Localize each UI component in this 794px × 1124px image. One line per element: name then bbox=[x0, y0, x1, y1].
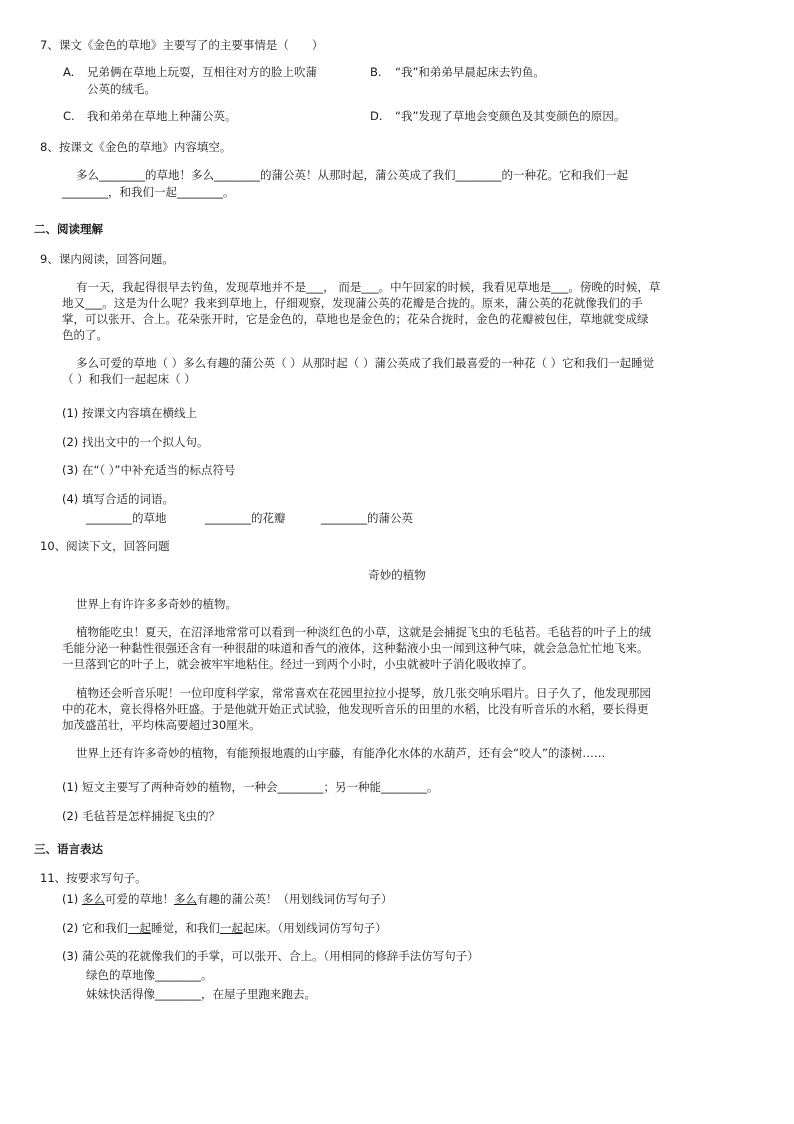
q7-option-b-label: B. bbox=[370, 65, 382, 79]
q10-subquestion-1: (1) 短文主要写了两种奇妙的植物，一种会________；另一种能________。 bbox=[62, 780, 439, 794]
q11-subquestion-1 bbox=[62, 891, 392, 907]
q11-s2-text: 它和我们 bbox=[81, 921, 128, 935]
q10-passage-line: 中的花木，竟长得格外旺盛。于是他就开始正式试验，他发现听音乐的田里的水稻，比没有听音乐的水稻，要长得更 bbox=[62, 702, 649, 716]
q11-subquestion-2 bbox=[62, 920, 387, 936]
q9-fill-grass: ________的草地 bbox=[86, 511, 167, 525]
q11-s1-num: (1) bbox=[62, 892, 79, 906]
q9-passage-line: 有一天，我起得很早去钓鱼，发现草地并不是___， 而是___。中午回家的时候，我看见草地是___。傍晚的时候，草 bbox=[76, 280, 661, 294]
q9-passage-line: 色的了。 bbox=[62, 328, 108, 342]
passage-title: 奇妙的植物 bbox=[368, 568, 426, 582]
q9-passage-line: 掌，可以张开、合上。花朵张开时，它是金色的，草地也是金色的；花朵合拢时，金色的花瓣被包住，草地就变成绿 bbox=[62, 312, 649, 326]
q8-fill-line1: 多么________的草地！多么________的蒲公英！从那时起，蒲公英成了我们________的一种花。它和我们一起 bbox=[76, 168, 628, 182]
underlined-word: 一起 bbox=[219, 921, 243, 935]
q7-option-a-label: A. bbox=[63, 65, 75, 79]
underlined-word: 多么 bbox=[173, 892, 197, 906]
q11-fill-line: 妹妹快活得像________，在屋子里跑来跑去。 bbox=[86, 987, 316, 1001]
q9-fill-dandelion: ________的蒲公英 bbox=[321, 511, 413, 525]
q10-passage-line: 毛能分泌一种黏性很强还含有一种很甜的味道和香气的液体，这种黏液小虫一闻到这种气味，就会急急忙忙地飞来。 bbox=[62, 641, 649, 655]
q9-fill-petals: ________的花瓣 bbox=[205, 511, 286, 525]
q8-fill-line2: ________，和我们一起________。 bbox=[62, 185, 235, 199]
q10-passage-paragraph: 世界上有许许多多奇妙的植物。 bbox=[76, 597, 237, 611]
q7-option-b: “我”和弟弟早晨起床去钓鱼。 bbox=[395, 65, 545, 79]
q10-passage-line: 一旦落到它的叶子上，就会被牢牢地粘住。经过一到两个小时，小虫就被叶子消化吸收掉了。 bbox=[62, 657, 534, 671]
q8-question: 8、按课文《金色的草地》内容填空。 bbox=[40, 140, 232, 154]
q11-fill-line: 绿色的草地像________。 bbox=[86, 968, 213, 982]
q9-subquestion-1: (1) 按课文内容填在横线上 bbox=[62, 406, 197, 420]
q9-subquestion-4: (4) 填写合适的词语。 bbox=[62, 492, 174, 506]
q10-question: 10、阅读下文，回答问题 bbox=[40, 539, 170, 553]
q9-question: 9、课内阅读，回答问题。 bbox=[40, 252, 174, 266]
section-heading-reading: 二、阅读理解 bbox=[34, 222, 103, 236]
q7-option-c-label: C. bbox=[63, 109, 75, 123]
q11-s2-text: 睡觉，和我们 bbox=[150, 921, 220, 935]
q11-s2-text: 起床。（用划线词仿写句子） bbox=[242, 921, 387, 935]
q7-question: 7、课文《金色的草地》主要写了的主要事情是（ ） bbox=[40, 38, 324, 52]
q9-subquestion-3: (3) 在“（ ）”中补充适当的标点符号 bbox=[62, 463, 236, 477]
q7-option-a-line2: 公英的绒毛。 bbox=[87, 82, 156, 96]
q10-passage-line: 植物还会听音乐呢！一位印度科学家，常常喜欢在花园里拉拉小提琴，放几张交响乐唱片。日子久了，他发现那园 bbox=[76, 686, 651, 700]
q7-option-c: 我和弟弟在草地上种蒲公英。 bbox=[87, 109, 237, 123]
q7-option-d-label: D. bbox=[370, 109, 383, 123]
q10-passage-line: 加茂盛茁壮，平均株高要超过30厘米。 bbox=[62, 718, 261, 732]
q10-passage-paragraph: 世界上还有许多奇妙的植物，有能预报地震的山宇藤，有能净化水体的水葫芦，还有会“咬人”的漆树…… bbox=[76, 746, 606, 760]
q10-subquestion-2: (2) 毛毡苔是怎样捕捉飞虫的？ bbox=[62, 809, 220, 823]
q7-option-a-line1: 兄弟俩在草地上玩耍，互相往对方的脸上吹蒲 bbox=[87, 65, 317, 79]
q11-question: 11、按要求写句子。 bbox=[40, 871, 147, 885]
q9-subquestion-2: (2) 找出文中的一个拟人句。 bbox=[62, 435, 209, 449]
q9-punctuation-line: 多么可爱的草地（ ）多么有趣的蒲公英（ ）从那时起（ ）蒲公英成了我们最喜爱的一种花（ ）它和我们一起睡觉 bbox=[76, 356, 655, 370]
underlined-word: 一起 bbox=[127, 921, 151, 935]
q10-passage-line: 植物能吃虫！夏天，在沼泽地常常可以看到一种淡红色的小草，这就是会捕捉飞虫的毛毡苔。毛毡苔的叶子上的绒 bbox=[76, 625, 651, 639]
q11-s1-text: 有趣的蒲公英！（用划线词仿写句子） bbox=[196, 892, 393, 906]
section-heading-expression: 三、语言表达 bbox=[34, 842, 103, 856]
q11-s2-num: (2) bbox=[62, 921, 79, 935]
q11-s1-text: 可爱的草地！ bbox=[104, 892, 174, 906]
q11-subquestion-3: (3) 蒲公英的花就像我们的手掌，可以张开、合上。（用相同的修辞手法仿写句子） bbox=[62, 949, 479, 963]
q9-punctuation-line: （ ）和我们一起起床（ ） bbox=[62, 372, 196, 386]
q9-passage-line: 地又___。这是为什么呢？我来到草地上，仔细观察，发现蒲公英的花瓣是合拢的。原来，蒲公英的花就像我们的手 bbox=[62, 296, 643, 310]
q7-option-d: “我”发现了草地会变颜色及其变颜色的原因。 bbox=[395, 109, 626, 123]
underlined-word: 多么 bbox=[81, 892, 105, 906]
